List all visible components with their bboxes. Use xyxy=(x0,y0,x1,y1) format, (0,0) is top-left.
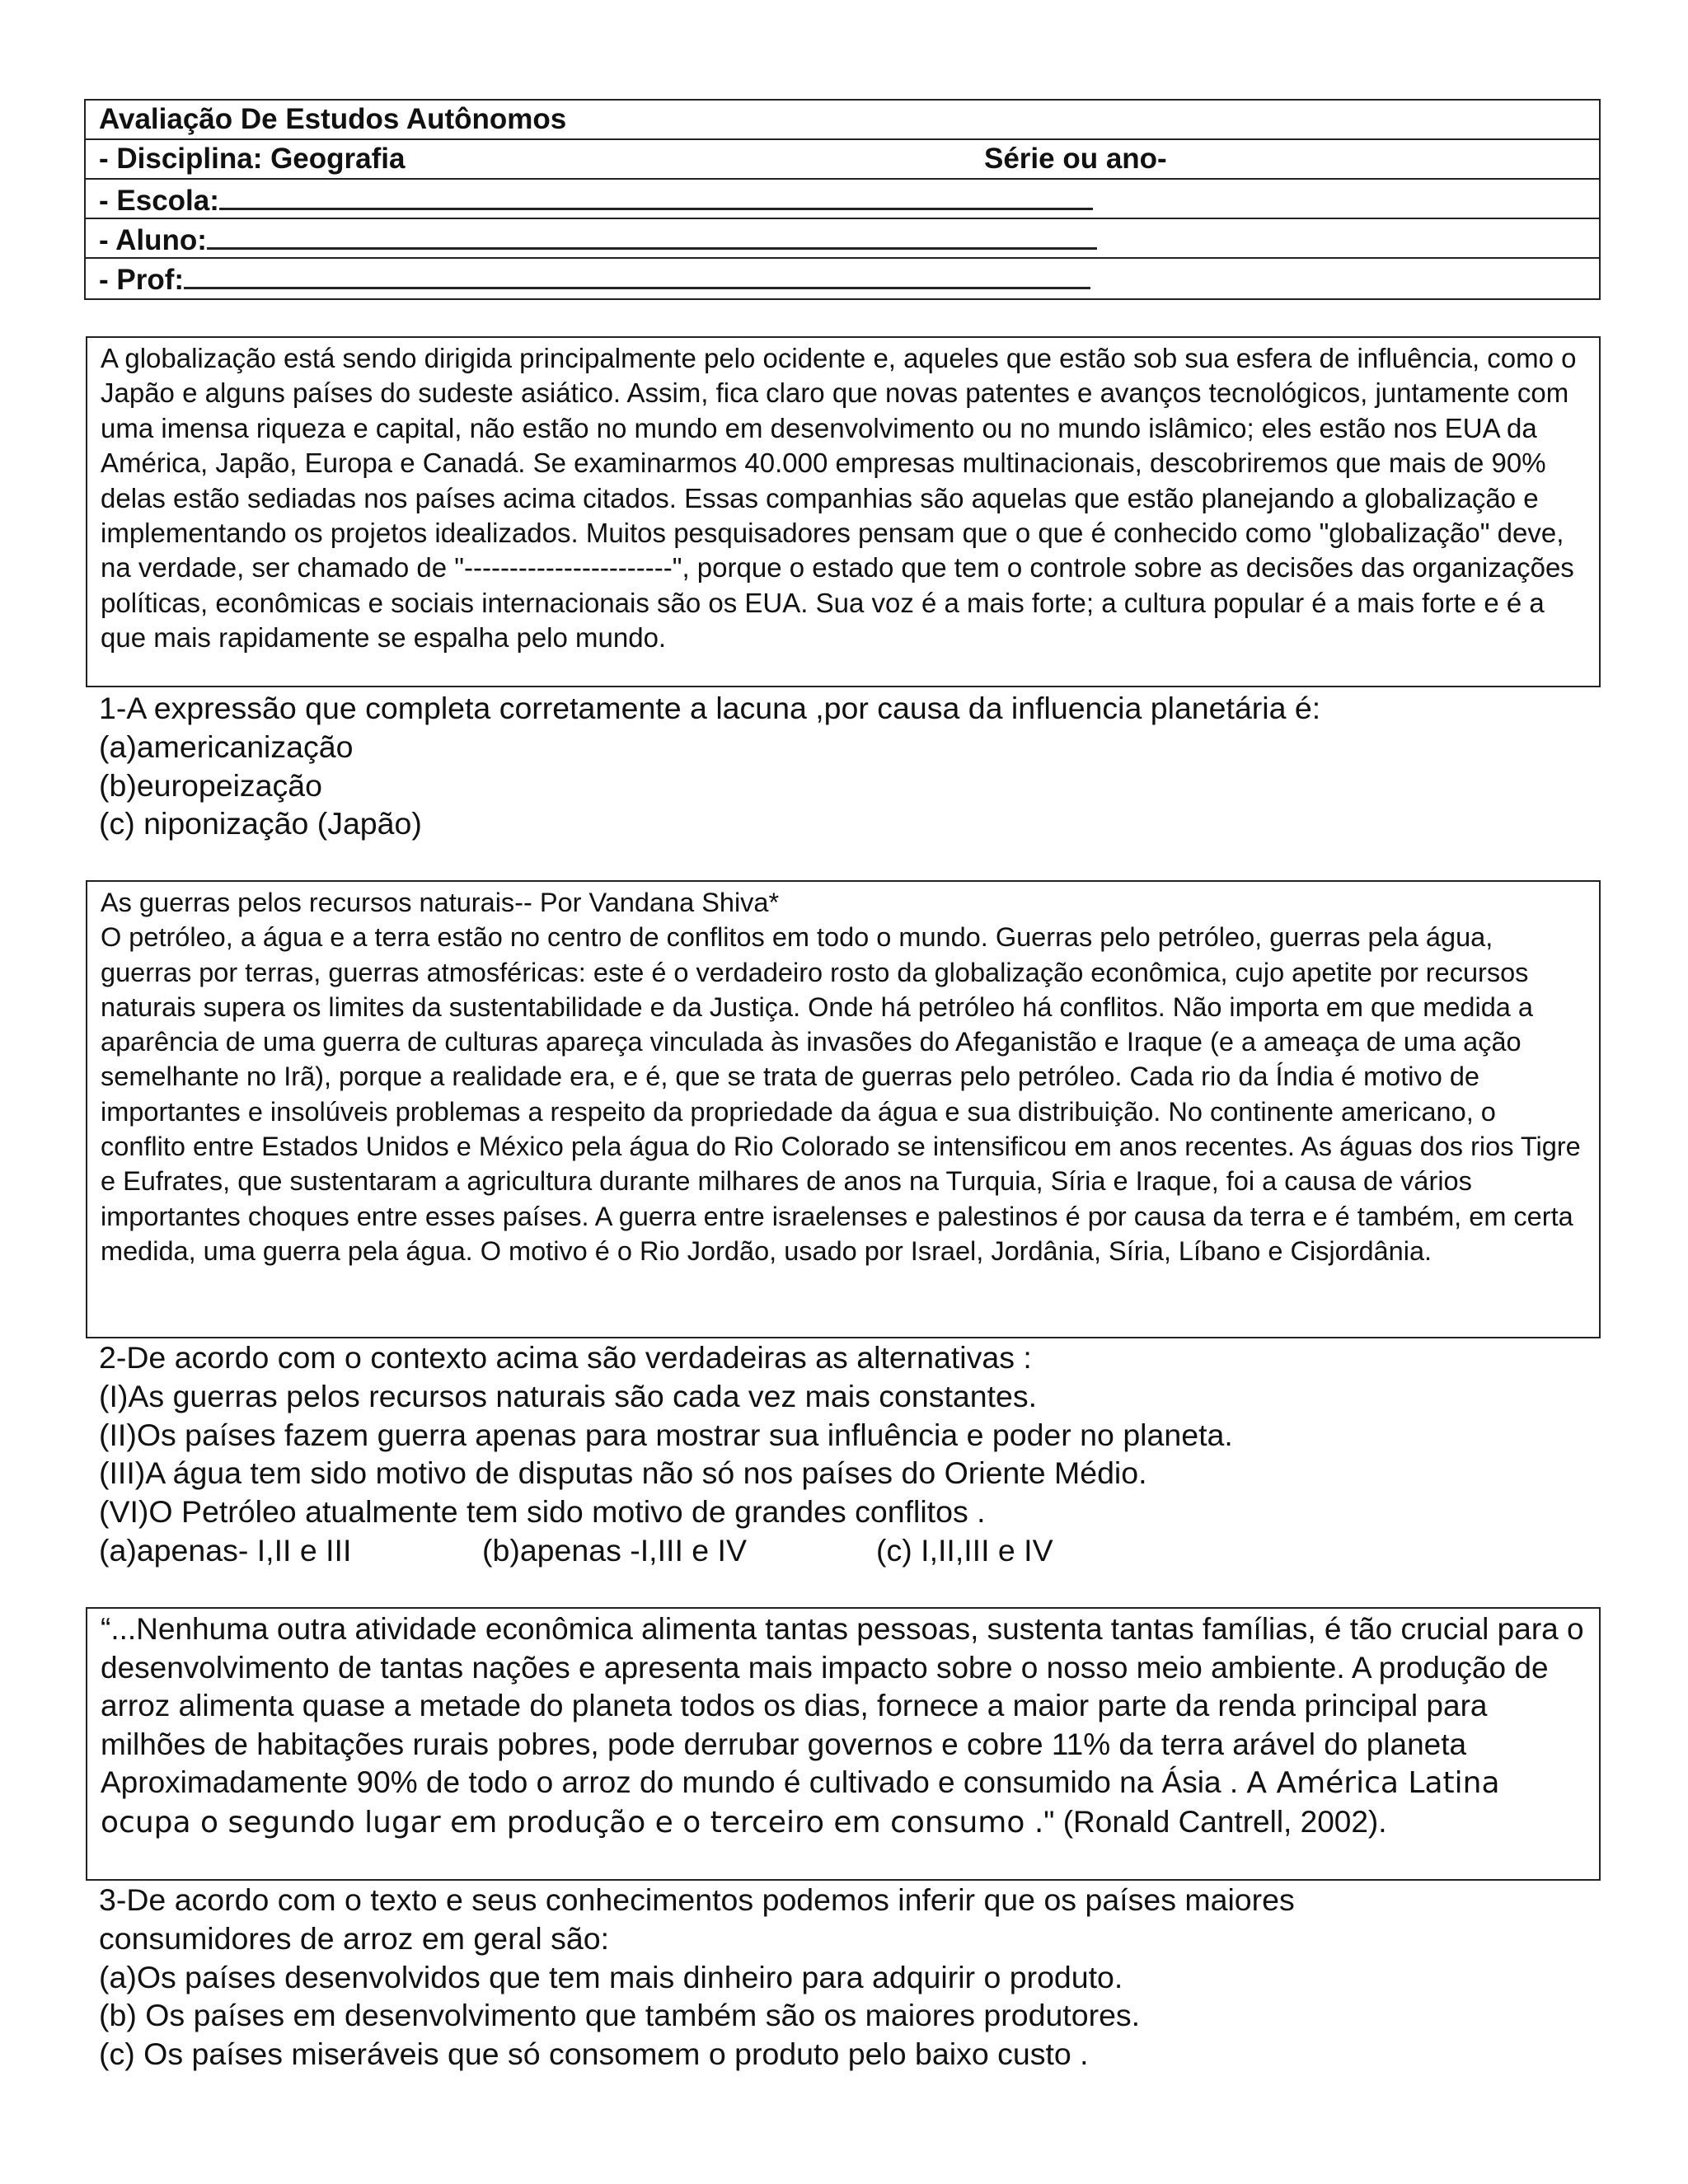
series-label: Série ou ano- xyxy=(984,143,1167,175)
question-3-stem-line-1: 3-De acordo com o texto e seus conhecimentos podemos inferir que os países maiores xyxy=(99,1882,1295,1917)
globalization-text: A globalização está sendo dirigida principalmente pelo ocidente e, aqueles que estão sob sua esfera de influência, como o Japão e alguns países do sudeste asiático. Assim, fica claro que novas patentes e avanços tecnológicos, juntamente com uma imensa riqueza e capital, não estão no mundo em desenvolvimento ou no mundo islâmico; eles estão nos EUA da América, Japão, Europa e Canadá. Se examinarmos 40.000 empresas multinacionais, descobriremos que mais de 90% delas estão sediadas nos países acima citados. Essas companhias são aquelas que estão planejando a globalização e implementando os projetos idealizados. Muitos pesquisadores pensam que o que é conhecido como "globalização" deve, na verdade, ser chamado de "-----------------------", porque o estado que tem o controle sobre as decisões das organizações políticas, econômicas e sociais internacionais são os EUA. Sua voz é a mais forte; a cultura popular é a mais forte e é a que mais rapidamente se espalha pelo mundo. xyxy=(101,343,1577,654)
header-teacher-row xyxy=(86,259,1599,298)
question-2-statement-1: (I)As guerras pelos recursos naturais são cada vez mais constantes. xyxy=(99,1378,1038,1413)
resource-wars-text-box xyxy=(86,880,1601,1338)
header-table xyxy=(84,99,1601,300)
question-2-statement-3: (III)A água tem sido motivo de disputas não só nos países do Oriente Médio. xyxy=(99,1455,1147,1491)
rice-text-box xyxy=(86,1607,1601,1881)
rice-text-part-2: A América Latina ocupa o segundo lugar em produção e o terceiro em consumo . xyxy=(101,1766,1500,1840)
question-2-options xyxy=(99,1531,1233,1570)
question-3-option-c[interactable]: (c) Os países miseráveis que só consomem o produto pelo baixo custo . xyxy=(99,2036,1089,2072)
question-2-option-a[interactable]: (a)apenas- I,II e III xyxy=(99,1532,352,1568)
teacher-field[interactable] xyxy=(184,259,1090,289)
question-3-stem-line-2: consumidores de arroz em geral são: xyxy=(99,1920,610,1956)
rice-text xyxy=(101,1610,1586,1842)
question-1-option-c[interactable]: (c) niponização (Japão) xyxy=(99,806,422,841)
question-2-statement-4: (VI)O Petróleo atualmente tem sido motivo de grandes conflitos . xyxy=(99,1494,986,1530)
header-title-row xyxy=(86,101,1599,140)
school-label: - Escola: xyxy=(99,185,219,217)
student-field[interactable] xyxy=(207,219,1097,250)
resource-wars-title: As guerras pelos recursos naturais-- Por Vandana Shiva* xyxy=(101,888,780,917)
question-3 xyxy=(99,1881,1295,2074)
assessment-title: Avaliação De Estudos Autônomos xyxy=(99,103,567,135)
header-discipline-row xyxy=(86,140,1599,180)
resource-wars-body: O petróleo, a água e a terra estão no centro de conflitos em todo o mundo. Guerras pelo petróleo, guerras pela água, guerras por terras, guerras atmosféricas: este é o verdadeiro rosto da globalização econômica, cujo apetite por recursos naturais supera os limites da sustentabilidade e da Justiça. Onde há petróleo há conflitos. Não importa em que medida a aparência de uma guerra de culturas apareça vinculada às invasões do Afeganistão e Iraque (e a ameaça de uma ação semelhante no Irã), porque a realidade era, e é, que se trata de guerras pelo petróleo. Cada rio da Índia é motivo de importantes e insolúveis problemas a respeito da propriedade da água e sua distribuição. No continente americano, o conflito entre Estados Unidos e México pela água do Rio Colorado se intensificou em anos recentes. As águas dos rios Tigre e Eufrates, que sustentaram a agricultura durante milhares de anos na Turquia, Síria e Iraque, foi a causa de vários importantes choques entre esses países. A guerra entre israelenses e palestinos é por causa da terra e é também, em certa medida, uma guerra pela água. O motivo é o Rio Jordão, usado por Israel, Jordânia, Síria, Líbano e Cisjordânia. xyxy=(101,922,1581,1266)
question-2 xyxy=(99,1338,1233,1570)
globalization-text-box xyxy=(86,336,1601,687)
question-2-option-c[interactable]: (c) I,II,III e IV xyxy=(876,1532,1053,1568)
discipline-label: - Disciplina: Geografia xyxy=(99,143,406,175)
question-1-option-b[interactable]: (b)europeização xyxy=(99,767,322,803)
question-2-option-b[interactable]: (b)apenas -I,III e IV xyxy=(482,1532,747,1568)
question-2-statement-2: (II)Os países fazem guerra apenas para mostrar sua influência e poder no planeta. xyxy=(99,1417,1233,1452)
question-1 xyxy=(99,689,1320,843)
header-school-row xyxy=(86,180,1599,219)
rice-text-citation: " (Ronald Cantrell, 2002). xyxy=(1043,1804,1387,1839)
student-label: - Aluno: xyxy=(99,224,207,256)
question-2-stem: 2-De acordo com o contexto acima são verdadeiras as alternativas : xyxy=(99,1340,1032,1375)
question-1-stem: 1-A expressão que completa corretamente a lacuna ,por causa da influencia planetária é: xyxy=(99,691,1321,725)
question-1-option-a[interactable]: (a)americanização xyxy=(99,729,354,764)
teacher-label: - Prof: xyxy=(99,264,185,296)
header-student-row xyxy=(86,219,1599,259)
question-3-option-a[interactable]: (a)Os países desenvolvidos que tem mais dinheiro para adquirir o produto. xyxy=(99,1959,1123,1994)
school-field[interactable] xyxy=(219,180,1093,210)
question-3-option-b[interactable]: (b) Os países em desenvolvimento que também são os maiores produtores. xyxy=(99,1998,1141,2033)
rice-text-part-1: “...Nenhuma outra atividade econômica alimenta tantas pessoas, sustenta tantas famílias, é tão crucial para o desenvolvimento de tantas nações e apresenta mais impacto sobre o nosso meio ambiente. A produção de arroz alimenta quase a metade do planeta todos os dias, fornece a maior parte da renda principal para milhões de habitações rurais pobres, pode derrubar governos e cobre 11% da terra arável do planeta Aproximadamente 90% de todo o arroz do mundo é cultivado e consumido na Ásia . xyxy=(101,1612,1584,1799)
